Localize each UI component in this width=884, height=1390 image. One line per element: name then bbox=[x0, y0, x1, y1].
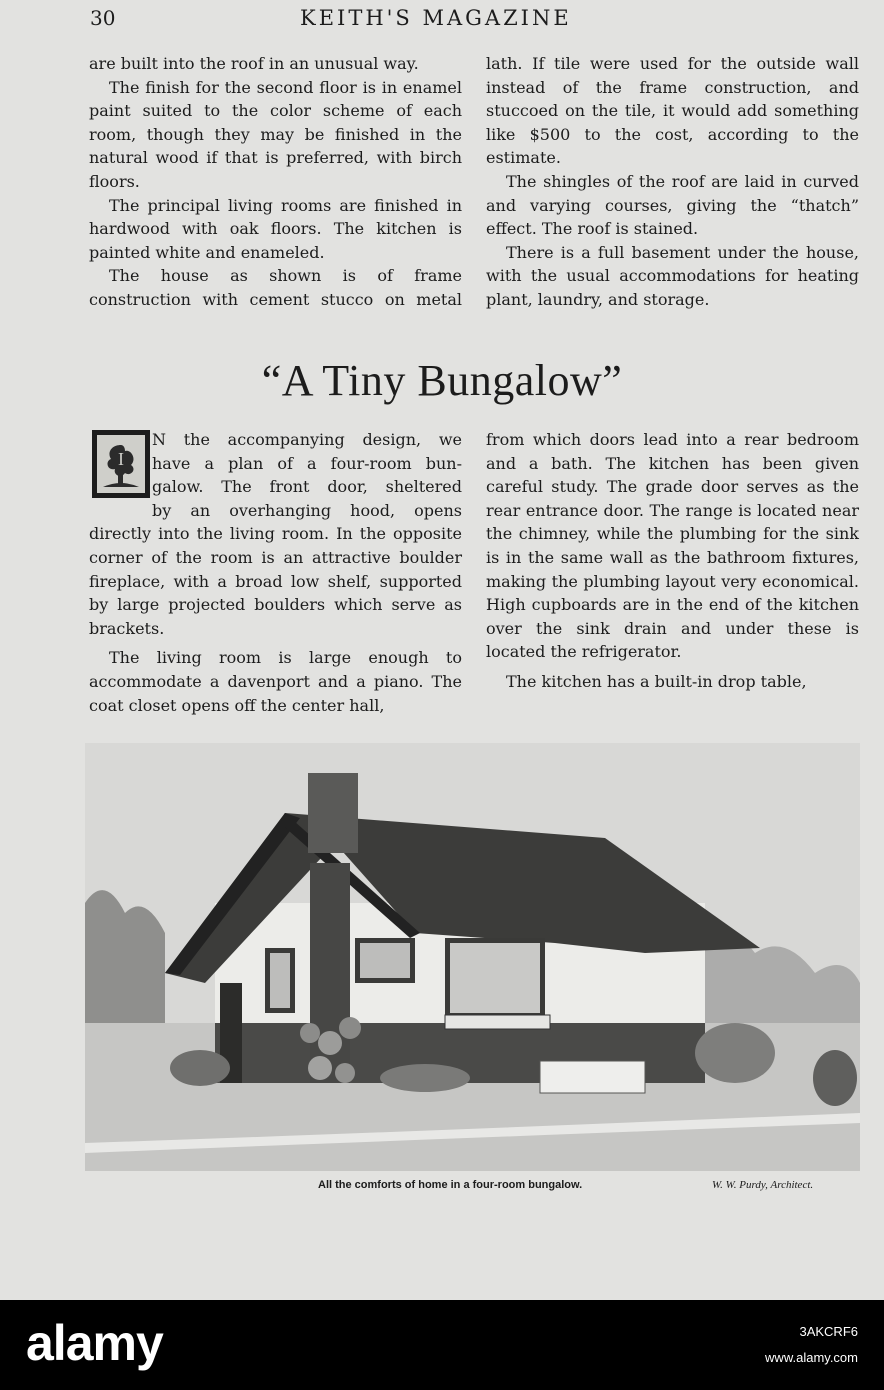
top-left-column bbox=[89, 52, 462, 312]
paragraph: The shingles of the roof are laid in curved and varying courses, giving the “thatch” effect. The roof is stained. bbox=[486, 171, 859, 239]
paragraph: The finish for the second floor is in enamel paint suited to the color scheme of each room, though they may be finished in the natural wood if that is preferred, with birch floors. bbox=[89, 77, 462, 191]
paragraph: The house as shown is of frame construction with cement stucco on metal bbox=[89, 266, 462, 309]
paragraph: directly into the living room. In the opposite corner of the room is an attractive boulder fireplace, with a broad low shelf, supported by large projected boulders which serve as brackets. bbox=[89, 524, 462, 638]
text-line: have a plan of a four-room bun- bbox=[152, 453, 462, 473]
top-right-column bbox=[486, 52, 859, 312]
figure-caption: All the comforts of home in a four-room bungalow. bbox=[318, 1179, 583, 1191]
architect-credit: W. W. Purdy, Architect. bbox=[712, 1179, 814, 1191]
text-line: by an overhanging hood, opens bbox=[152, 500, 462, 520]
text-line: galow. The front door, sheltered bbox=[152, 477, 462, 497]
paragraph: The principal living rooms are finished in hardwood with oak floors. The kitchen is painted white and enameled. bbox=[89, 195, 462, 262]
article-title: “A Tiny Bungalow” bbox=[261, 356, 623, 405]
stock-footer bbox=[0, 1300, 884, 1390]
running-head: KEITH'S MAGAZINE bbox=[300, 6, 572, 30]
paragraph: There is a full basement under the house, with the usual accommodations for heating plant, laundry, and storage. bbox=[486, 242, 859, 309]
drop-cap-wrapped-lines bbox=[152, 428, 462, 522]
brand-logo: alamy bbox=[26, 1315, 163, 1371]
article-left-column bbox=[89, 428, 462, 717]
paragraph: The living room is large enough to accommodate a davenport and a piano. The coat closet opens off the center hall, bbox=[89, 648, 462, 715]
image-id: 3AKCRF6 bbox=[799, 1324, 858, 1339]
site-url: www.alamy.com bbox=[765, 1350, 858, 1365]
page-number: 30 bbox=[90, 6, 116, 30]
paragraph: are built into the roof in an unusual way. bbox=[89, 54, 419, 73]
svg-text:I: I bbox=[118, 449, 124, 469]
paragraph: The kitchen has a built-in drop table, bbox=[506, 671, 807, 691]
text-line: N the accompanying design, we bbox=[152, 430, 462, 449]
article-right-column bbox=[486, 428, 859, 694]
bungalow-illustration bbox=[85, 743, 860, 1171]
paragraph: lath. If tile were used for the outside wall instead of the frame construction, and stuccoed on the tile, it would add something like $500 to the cost, according to the estimate. bbox=[486, 54, 859, 168]
paragraph: from which doors lead into a rear bedroom and a bath. The kitchen has been given careful study. The grade door serves as the rear entrance door. The range is located near the chimney, while the plumbing for the sink is in the same wall as the bathroom fixtures, making the plumbing layout very economical. High cupboards are in the end of the kitchen over the sink drain and under these is located the refrigerator. bbox=[486, 430, 859, 662]
